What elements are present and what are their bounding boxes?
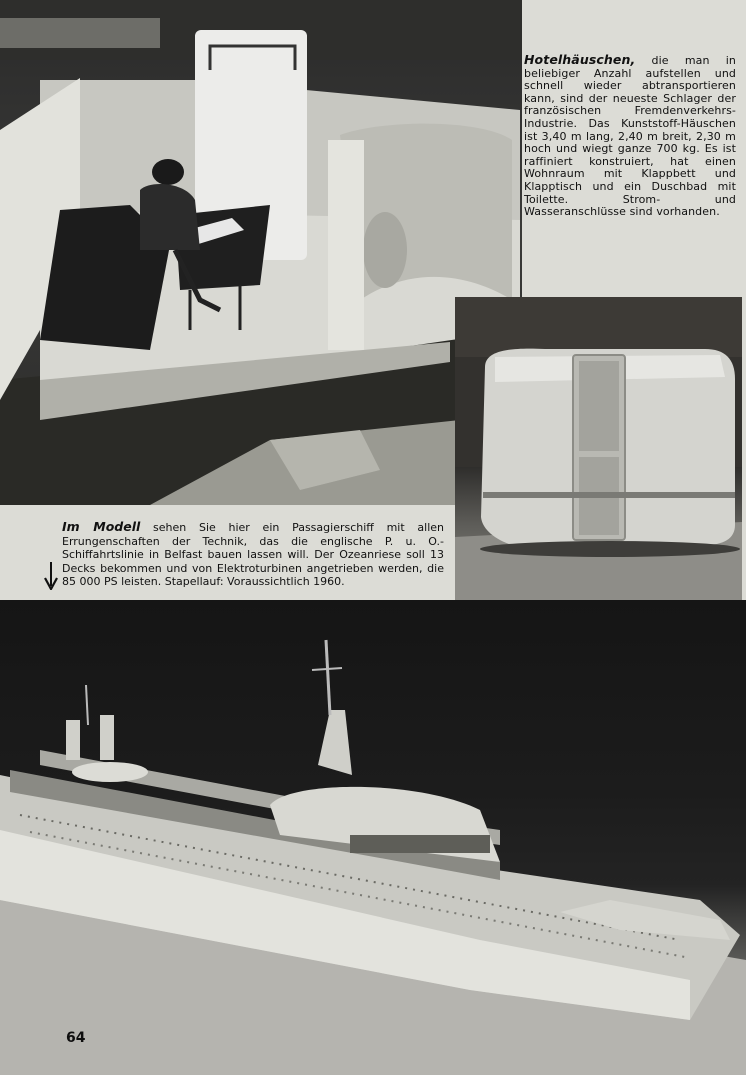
caption-ship-model [62,520,444,589]
caption-hotel-cabin [524,54,736,219]
caption-hotel-lead: Hotelhäuschen, [524,52,636,67]
down-arrow-icon [44,562,58,590]
photo-hotel-cabin-exterior [455,297,742,600]
photo-hotel-cabin-interior [0,0,522,505]
caption-hotel-text: die man in beliebiger Anzahl aufstellen und schnell wieder abtransportieren kann, sind der neueste Schlager der französischen Fremdenverkehrs-Industrie. Das Kunststoff-Häuschen ist 3,40 m lang, 2,40 m breit, 2,30 m hoch und wiegt ganze 700 kg. Es ist raffiniert konstruiert, hat einen Wohnraum mit Klappbett und Klapptisch und ein Duschbad mit Toilette. Strom- und Wasseranschlüsse sind vorhanden. [524,54,736,219]
caption-ship-text: sehen Sie hier ein Passagierschiff mit allen Errungenschaften der Technik, das die englische P. u. O.-Schiffahrtslinie in Belfast bauen lassen will. Der Ozeanriese soll 13 Decks bekommen und von Elektroturbinen angetrieben werden, die 85 000 PS leisten. Stapellauf: Voraussichtlich 1960. [62,521,445,588]
page-number: 64 [66,1030,86,1046]
caption-ship-lead: Im Modell [62,519,141,534]
photo-ship-model [0,600,746,1075]
